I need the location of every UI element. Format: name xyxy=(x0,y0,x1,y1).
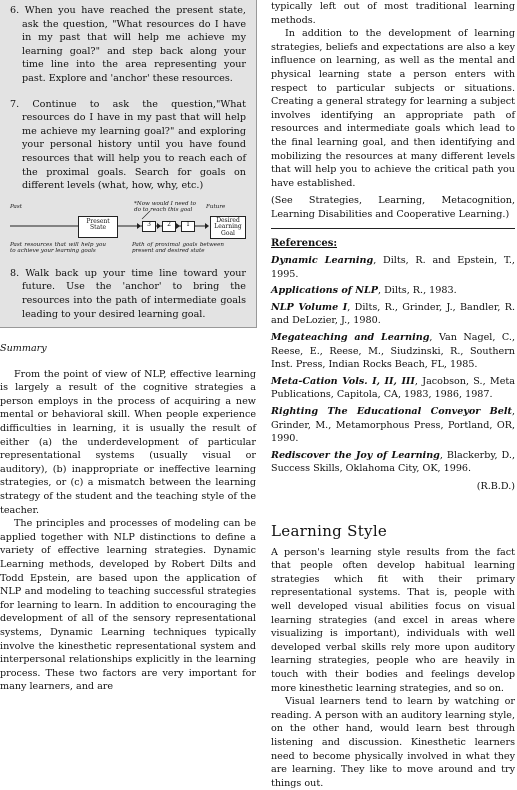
summary-paragraph-1: From the point of view of NLP, effective learning is largely a result of the cognitive strategies a person employs in the process of acquiring a new mental or behavioral skill. When people experience difficulties in learning, it is usually the result of either (a) the underdevelopment of particular representational systems (usually visual or auditory), (b) inappropriate or ineffective learning strategies, or (c) a mismatch between the learning strategy of the student and the teaching style of the teacher. xyxy=(0,368,256,516)
step-number: 7. xyxy=(10,98,20,110)
learning-style-paragraph-1: A person's learning style results from the fact that people often develop habitual learning strategies which fit with their primary representational systems. That is, people with well developed visual abilities focus on visual learning strategies (and excel in areas where visualizing is important), individuals with well developed verbal skills rely more upon auditory learning strategies, people who are heavily in touch with their bodies and feelings develop more kinesthetic learning strategies, and so on. xyxy=(271,546,515,694)
continued-paragraph: typically left out of most traditional learning methods. xyxy=(271,1,515,26)
goal-node-3: 3 xyxy=(142,221,156,232)
goal-node-1: 1 xyxy=(181,221,195,232)
reference-item: Dynamic Learning, Dilts, R. and Epstein, T., 1995. xyxy=(271,255,515,280)
summary-paragraph-2: The principles and processes of modeling can be applied together with NLP distinctions to define a variety of effective learning strategies. Dynamic Learning methods, developed by Robert Dilts and Todd Epstein, are based upon the application of NLP and modeling to teaching successful strategies for learning to learn. In addition to encouraging the development of all of the sensory representational systems, Dynamic Learning techniques typically involve the kinesthetic representational system and interpersonal relationships explicitly in the learning process. These two factors are very important for many learners, and are xyxy=(0,518,256,693)
past-label: Past xyxy=(10,203,22,210)
future-label: Future xyxy=(206,203,226,210)
exercise-box-top xyxy=(0,0,257,328)
past-resources-caption: Past resources that will help you to achieve your learning goals xyxy=(10,241,106,255)
reference-item: Rediscover the Joy of Learning, Blackerby, D., Success Skills, Oklahoma City, OK, 1996. xyxy=(271,449,515,475)
divider xyxy=(271,228,515,229)
timeline-diagram xyxy=(10,199,246,259)
learning-style-paragraph-2: Visual learners tend to learn by watching or reading. A person with an auditory learning style, on the other hand, would learn best through listening and discussion. Kinesthetic learners need to become physically involved in what they are learning. They like to move around and try things out. xyxy=(271,696,515,789)
left-column xyxy=(0,0,256,694)
summary-heading: Summary xyxy=(0,343,47,355)
step-number: 8. xyxy=(10,267,20,279)
step-text: When you have reached the present state, ask the question, "What resources do I have in my past that will help me achieve my learning goal?" and step back along your time line into the area representing your past. Explore and 'anchor' these resources. xyxy=(22,5,246,84)
strategy-paragraph: In addition to the development of learning strategies, beliefs and expectations are also a key influence on learning, as well as the mental and physical learning state a person enters with respect to particular subjects or situations. Creating a general strategy for learning a subject involves identifying an appropriate path of resources and intermediate goals which lead to the final learning goal, and then identifying and mobilizing the resources at many different levels that will help you to achieve the critical path you have established. xyxy=(271,28,515,189)
present-state-box: Present State xyxy=(78,216,118,238)
top-note: *Now would I need to do to reach this goal xyxy=(134,200,196,214)
step-text: Continue to ask the question,"What resources do I have in my past that will help me achieve my learning goal?" and exploring your personal history until you have found resources that will help you to reach each of the proximal goals. Search for goals on different levels (what, how, why, etc.) xyxy=(22,98,246,192)
step-number: 6. xyxy=(10,5,20,16)
proximal-goals-caption: Path of proximal goals between present and desired state xyxy=(132,241,224,255)
references-list xyxy=(271,254,515,476)
author-signature: (R.B.D.) xyxy=(476,481,515,492)
references-heading: References: xyxy=(271,237,338,249)
section-title: Learning Style xyxy=(271,521,388,540)
desired-goal-box: Desired Learning Goal xyxy=(210,216,246,239)
reference-item: Megateaching and Learning, Van Nagel, C., Reese, E., Reese, M., Siudzinski, R., Southern Inst. Press, Indian Rocks Beach, FL, 1985. xyxy=(271,332,516,371)
right-column xyxy=(271,0,515,790)
reference-item: Righting The Educational Conveyor Belt, Grinder, M., Metamorphous Press, Portland, OR, 1990. xyxy=(271,406,515,445)
step-7 xyxy=(10,98,246,193)
step-6 xyxy=(10,4,246,86)
reference-item: NLP Volume I, Dilts, R., Grinder, J., Bandler, R. and DeLozier, J., 1980. xyxy=(271,301,515,327)
step-text: Walk back up your time line toward your future. Use the 'anchor' to bring the resources into the path of intermediate goals leading to your desired learning goal. xyxy=(22,267,246,320)
goal-node-2: 2 xyxy=(162,221,176,232)
reference-item: Meta-Cation Vols. I, II, III, Jacobson, S., Meta Publications, Capitola, CA, 1983, 1986, 1987. xyxy=(271,375,515,401)
reference-item: Applications of NLP, Dilts, R., 1983. xyxy=(271,285,457,297)
step-8 xyxy=(10,267,246,321)
see-also: (See Strategies, Learning, Metacognition, Learning Disabilities and Cooperative Learning.) xyxy=(271,195,515,220)
